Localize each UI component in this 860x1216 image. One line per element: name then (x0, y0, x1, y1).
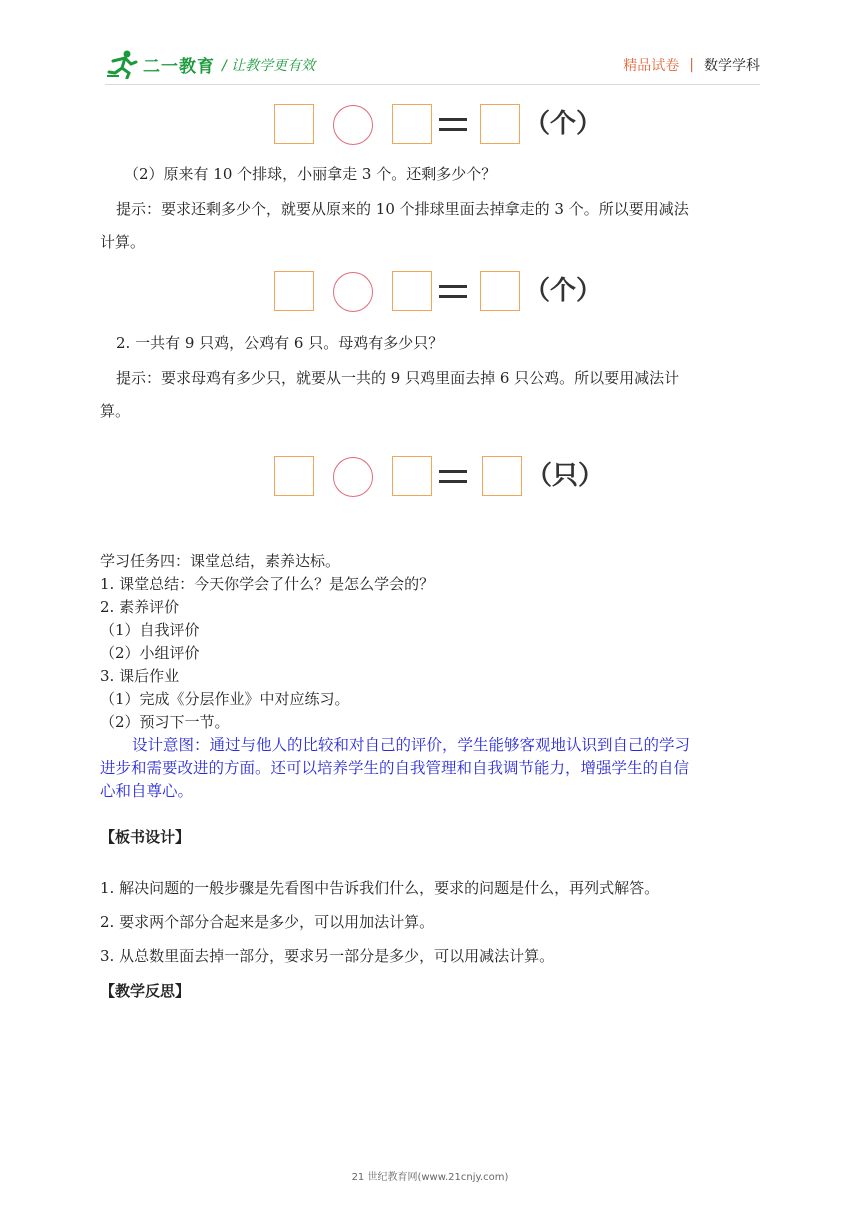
answer-box[interactable] (274, 271, 314, 311)
answer-box[interactable] (274, 456, 314, 496)
operator-circle[interactable] (333, 457, 373, 497)
summary-item-2a: （1）自我评价 (100, 621, 200, 639)
design-intent-line-2: 进步和需要改进的方面。还可以培养学生的自我管理和自我调节能力，增强学生的自信 (100, 759, 690, 777)
header-divider (105, 84, 760, 85)
runner-logo-icon (105, 49, 139, 79)
equals-sign (439, 456, 469, 496)
board-item-3: 3. 从总数里面去掉一部分，要求另一部分是多少，可以用减法计算。 (100, 947, 555, 965)
answer-box[interactable] (274, 104, 314, 144)
task-4-title: 学习任务四：课堂总结，素养达标。 (100, 552, 341, 570)
header-right (623, 55, 760, 75)
question-2: （2）原来有 10 个排球，小丽拿走 3 个。还剩多少个？ (124, 165, 497, 183)
answer-box[interactable] (480, 271, 520, 311)
board-item-1: 1. 解决问题的一般步骤是先看图中告诉我们什么，要求的问题是什么，再列式解答。 (100, 879, 660, 897)
unit-label: （只） (526, 461, 605, 491)
header-separator: | (689, 57, 694, 73)
hint-2-line-1: 提示：要求还剩多少个，就要从原来的 10 个排球里面去掉拿走的 3 个。所以要用减法 (116, 200, 689, 218)
teaching-reflection-title: 【教学反思】 (100, 982, 191, 1000)
summary-item-3a: （1）完成《分层作业》中对应练习。 (100, 690, 350, 708)
slogan: / 让教学更有效 (222, 58, 316, 74)
footer: 21 世纪教育网(www.21cnjy.com) (351, 1172, 509, 1183)
answer-box[interactable] (392, 456, 432, 496)
logo-text: 二一教育 (143, 56, 215, 77)
design-intent-line-3: 心和自尊心。 (100, 782, 194, 800)
answer-box[interactable] (480, 104, 520, 144)
summary-item-3: 3. 课后作业 (100, 667, 180, 685)
summary-item-1: 1. 课堂总结：今天你学会了什么？是怎么学会的？ (100, 575, 435, 593)
equals-sign (439, 104, 469, 144)
equation-row-3 (274, 456, 604, 498)
summary-item-3b: （2）预习下一节。 (100, 713, 230, 731)
summary-item-2: 2. 素养评价 (100, 598, 180, 616)
summary-item-2b: （2）小组评价 (100, 644, 200, 662)
answer-box[interactable] (482, 456, 522, 496)
equals-sign (439, 271, 469, 311)
equation-row-2 (274, 271, 604, 313)
board-design-title: 【板书设计】 (100, 828, 191, 846)
operator-circle[interactable] (333, 105, 373, 145)
unit-label: （个） (524, 109, 603, 139)
question-3: 2. 一共有 9 只鸡，公鸡有 6 只。母鸡有多少只？ (116, 334, 444, 352)
answer-box[interactable] (392, 104, 432, 144)
unit-label: （个） (524, 276, 603, 306)
equation-row-1 (274, 104, 604, 146)
header-category: 精品试卷 (623, 58, 680, 74)
header-subject: 数学学科 (704, 58, 760, 74)
hint-3-line-1: 提示：要求母鸡有多少只，就要从一共的 9 只鸡里面去掉 6 只公鸡。所以要用减法计 (116, 369, 680, 387)
board-item-2: 2. 要求两个部分合起来是多少，可以用加法计算。 (100, 913, 435, 931)
logo (105, 46, 215, 82)
hint-3-line-2: 算。 (100, 402, 131, 420)
hint-2-line-2: 计算。 (100, 233, 146, 251)
answer-box[interactable] (392, 271, 432, 311)
operator-circle[interactable] (333, 272, 373, 312)
design-intent-line-1: 设计意图：通过与他人的比较和对自己的评价，学生能够客观地认识到自己的学习 (132, 736, 691, 754)
